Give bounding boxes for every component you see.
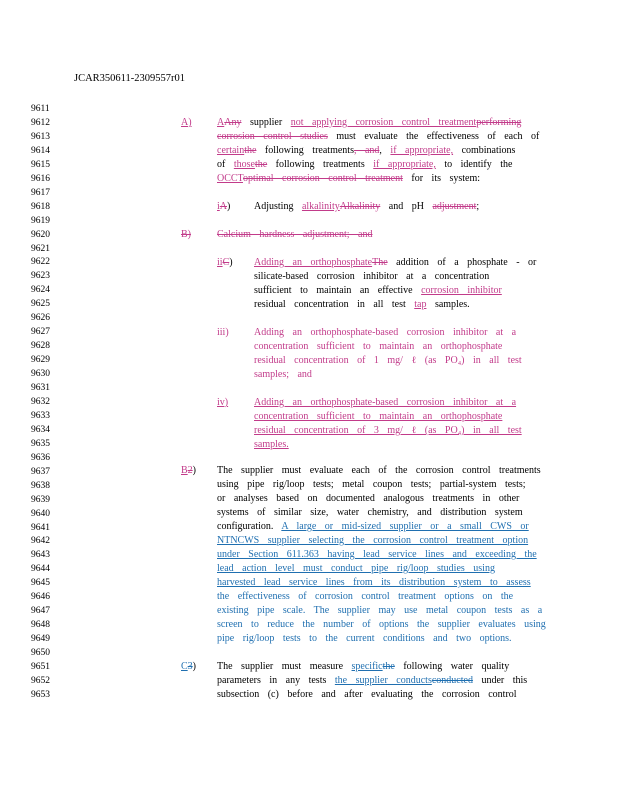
item-b-line-13: pipe rig/loop tests to the current conditions and two options. bbox=[217, 633, 512, 644]
line-number: 9622 bbox=[31, 257, 50, 268]
item-iii-line-3: residual concentration of 1 mg/ ℓ (as PO₄) in all test bbox=[254, 355, 522, 366]
item-b-line-12: screen to reduce the number of options the supplier evaluates using bbox=[217, 619, 546, 630]
item-ii-line-1: Adding an orthophosphateThe addition of a phosphate - or bbox=[254, 257, 537, 268]
item-b-line-8: lead action level must conduct pipe rig/loop studies using bbox=[217, 563, 495, 574]
line-number: 9650 bbox=[31, 648, 50, 659]
line-number: 9629 bbox=[31, 355, 50, 366]
line-number: 9633 bbox=[31, 410, 50, 421]
item-ii-label: iiC) bbox=[217, 257, 233, 268]
line-number: 9628 bbox=[31, 341, 50, 352]
line-number: 9643 bbox=[31, 550, 50, 561]
item-b-line-5: configuration. A large or mid-sized supplier or a small CWS or bbox=[217, 521, 529, 532]
line-number: 9618 bbox=[31, 201, 50, 212]
line-number: 9640 bbox=[31, 508, 50, 519]
line-number: 9619 bbox=[31, 215, 50, 226]
item-a-label: A) bbox=[181, 117, 192, 128]
line-number: 9651 bbox=[31, 662, 50, 672]
item-iii-label: iii) bbox=[217, 327, 229, 338]
line-number: 9625 bbox=[31, 299, 50, 310]
line-number: 9617 bbox=[31, 187, 50, 198]
item-c-line-1: The supplier must measure specificthe following water quality bbox=[217, 661, 510, 672]
item-b-deleted-label: B) bbox=[181, 229, 191, 240]
item-iii-line-1: Adding an orthophosphate-based corrosion inhibitor at a bbox=[254, 327, 517, 338]
item-b-line-10: the effectiveness of corrosion control treatment options on the bbox=[217, 591, 514, 602]
item-a-line-5: OCCToptimal corrosion control treatment for its system: bbox=[217, 173, 481, 184]
item-a-line-2: corrosion control studies must evaluate the effectiveness of each of bbox=[217, 131, 540, 142]
item-iv-line-3: residual concentration of 3 mg/ ℓ (as PO₄) in all test bbox=[254, 425, 522, 436]
line-number: 9614 bbox=[31, 145, 50, 156]
item-c-line-3: subsection (c) before and after evaluating the corrosion control bbox=[217, 689, 517, 700]
item-b-line-2: using pipe rig/loop tests; metal coupon tests; partial-system tests; bbox=[217, 479, 526, 490]
line-number: 9630 bbox=[31, 369, 50, 380]
item-a-line-3: certainthe following treatments, and, if appropriate, combinations bbox=[217, 145, 516, 156]
line-number: 9616 bbox=[31, 173, 50, 184]
item-ii-line-4: residual concentration in all test tap samples. bbox=[254, 299, 470, 310]
line-number: 9634 bbox=[31, 424, 50, 435]
line-number: 9611 bbox=[31, 104, 50, 114]
item-b-line-7: under Section 611.363 having lead service lines and exceeding the bbox=[217, 549, 537, 560]
line-number: 9648 bbox=[31, 620, 50, 631]
line-number: 9615 bbox=[31, 159, 50, 170]
line-number: 9613 bbox=[31, 131, 50, 142]
item-iii-line-2: concentration sufficient to maintain an orthophosphate bbox=[254, 341, 503, 352]
item-iii-line-4: samples; and bbox=[254, 369, 312, 380]
line-number: 9642 bbox=[31, 536, 50, 547]
line-number: 9641 bbox=[31, 522, 50, 533]
item-b-line-9: harvested lead service lines from its distribution system to assess bbox=[217, 577, 531, 588]
document-header-id: JCAR350611-2309557r01 bbox=[74, 73, 186, 84]
item-a-line-1: AAny supplier not applying corrosion control treatmentperforming bbox=[217, 117, 522, 128]
item-c-label: C3) bbox=[181, 661, 197, 672]
line-number: 9647 bbox=[31, 606, 50, 617]
line-number: 9652 bbox=[31, 675, 50, 686]
line-number: 9623 bbox=[31, 271, 50, 282]
item-i-text: Adjusting alkalinityAlkalinity and pH adjustment; bbox=[254, 201, 480, 212]
line-number: 9649 bbox=[31, 634, 50, 645]
item-b-line-1: The supplier must evaluate each of the corrosion control treatments bbox=[217, 465, 541, 476]
item-iv-label: iv) bbox=[217, 397, 229, 408]
line-number: 9639 bbox=[31, 494, 50, 505]
line-number: 9645 bbox=[31, 578, 50, 589]
item-iv-line-4: samples. bbox=[254, 439, 289, 450]
item-b-line-3: or analyses based on documented analogous treatments in other bbox=[217, 493, 520, 504]
line-number: 9620 bbox=[31, 229, 50, 240]
item-ii-line-2: silicate-based corrosion inhibitor at a concentration bbox=[254, 271, 490, 282]
line-number: 9631 bbox=[31, 383, 50, 393]
item-b-deleted-text: Calcium hardness adjustment; and bbox=[217, 229, 373, 240]
line-number: 9644 bbox=[31, 564, 50, 575]
line-number: 9621 bbox=[31, 243, 50, 254]
line-number: 9627 bbox=[31, 327, 50, 338]
line-number: 9653 bbox=[31, 689, 50, 700]
line-number: 9646 bbox=[31, 592, 50, 603]
line-number: 9636 bbox=[31, 452, 50, 463]
line-number: 9637 bbox=[31, 466, 50, 477]
line-number: 9638 bbox=[31, 480, 50, 491]
line-number: 9612 bbox=[31, 117, 50, 128]
item-b-line-11: existing pipe scale. The supplier may use metal coupon tests as a bbox=[217, 605, 543, 616]
item-c-line-2: parameters in any tests the supplier conductsconducted under this bbox=[217, 675, 528, 686]
item-b-line-6: NTNCWS supplier selecting the corrosion control treatment option bbox=[217, 535, 529, 546]
line-number: 9635 bbox=[31, 438, 50, 449]
line-number: 9632 bbox=[31, 396, 50, 407]
item-iv-line-1: Adding an orthophosphate-based corrosion inhibitor at a bbox=[254, 397, 517, 408]
item-b-label: B2) bbox=[181, 465, 197, 476]
line-number: 9624 bbox=[31, 285, 50, 296]
item-i-label: iA) bbox=[217, 201, 231, 212]
item-a-line-4: of thosethe following treatments if appropriate, to identify the bbox=[217, 159, 513, 170]
item-ii-line-3: sufficient to maintain an effective corrosion inhibitor bbox=[254, 285, 502, 296]
item-b-line-4: systems of similar size, water chemistry, and distribution system bbox=[217, 507, 523, 518]
item-iv-line-2: concentration sufficient to maintain an orthophosphate bbox=[254, 411, 503, 422]
line-number: 9626 bbox=[31, 313, 50, 324]
